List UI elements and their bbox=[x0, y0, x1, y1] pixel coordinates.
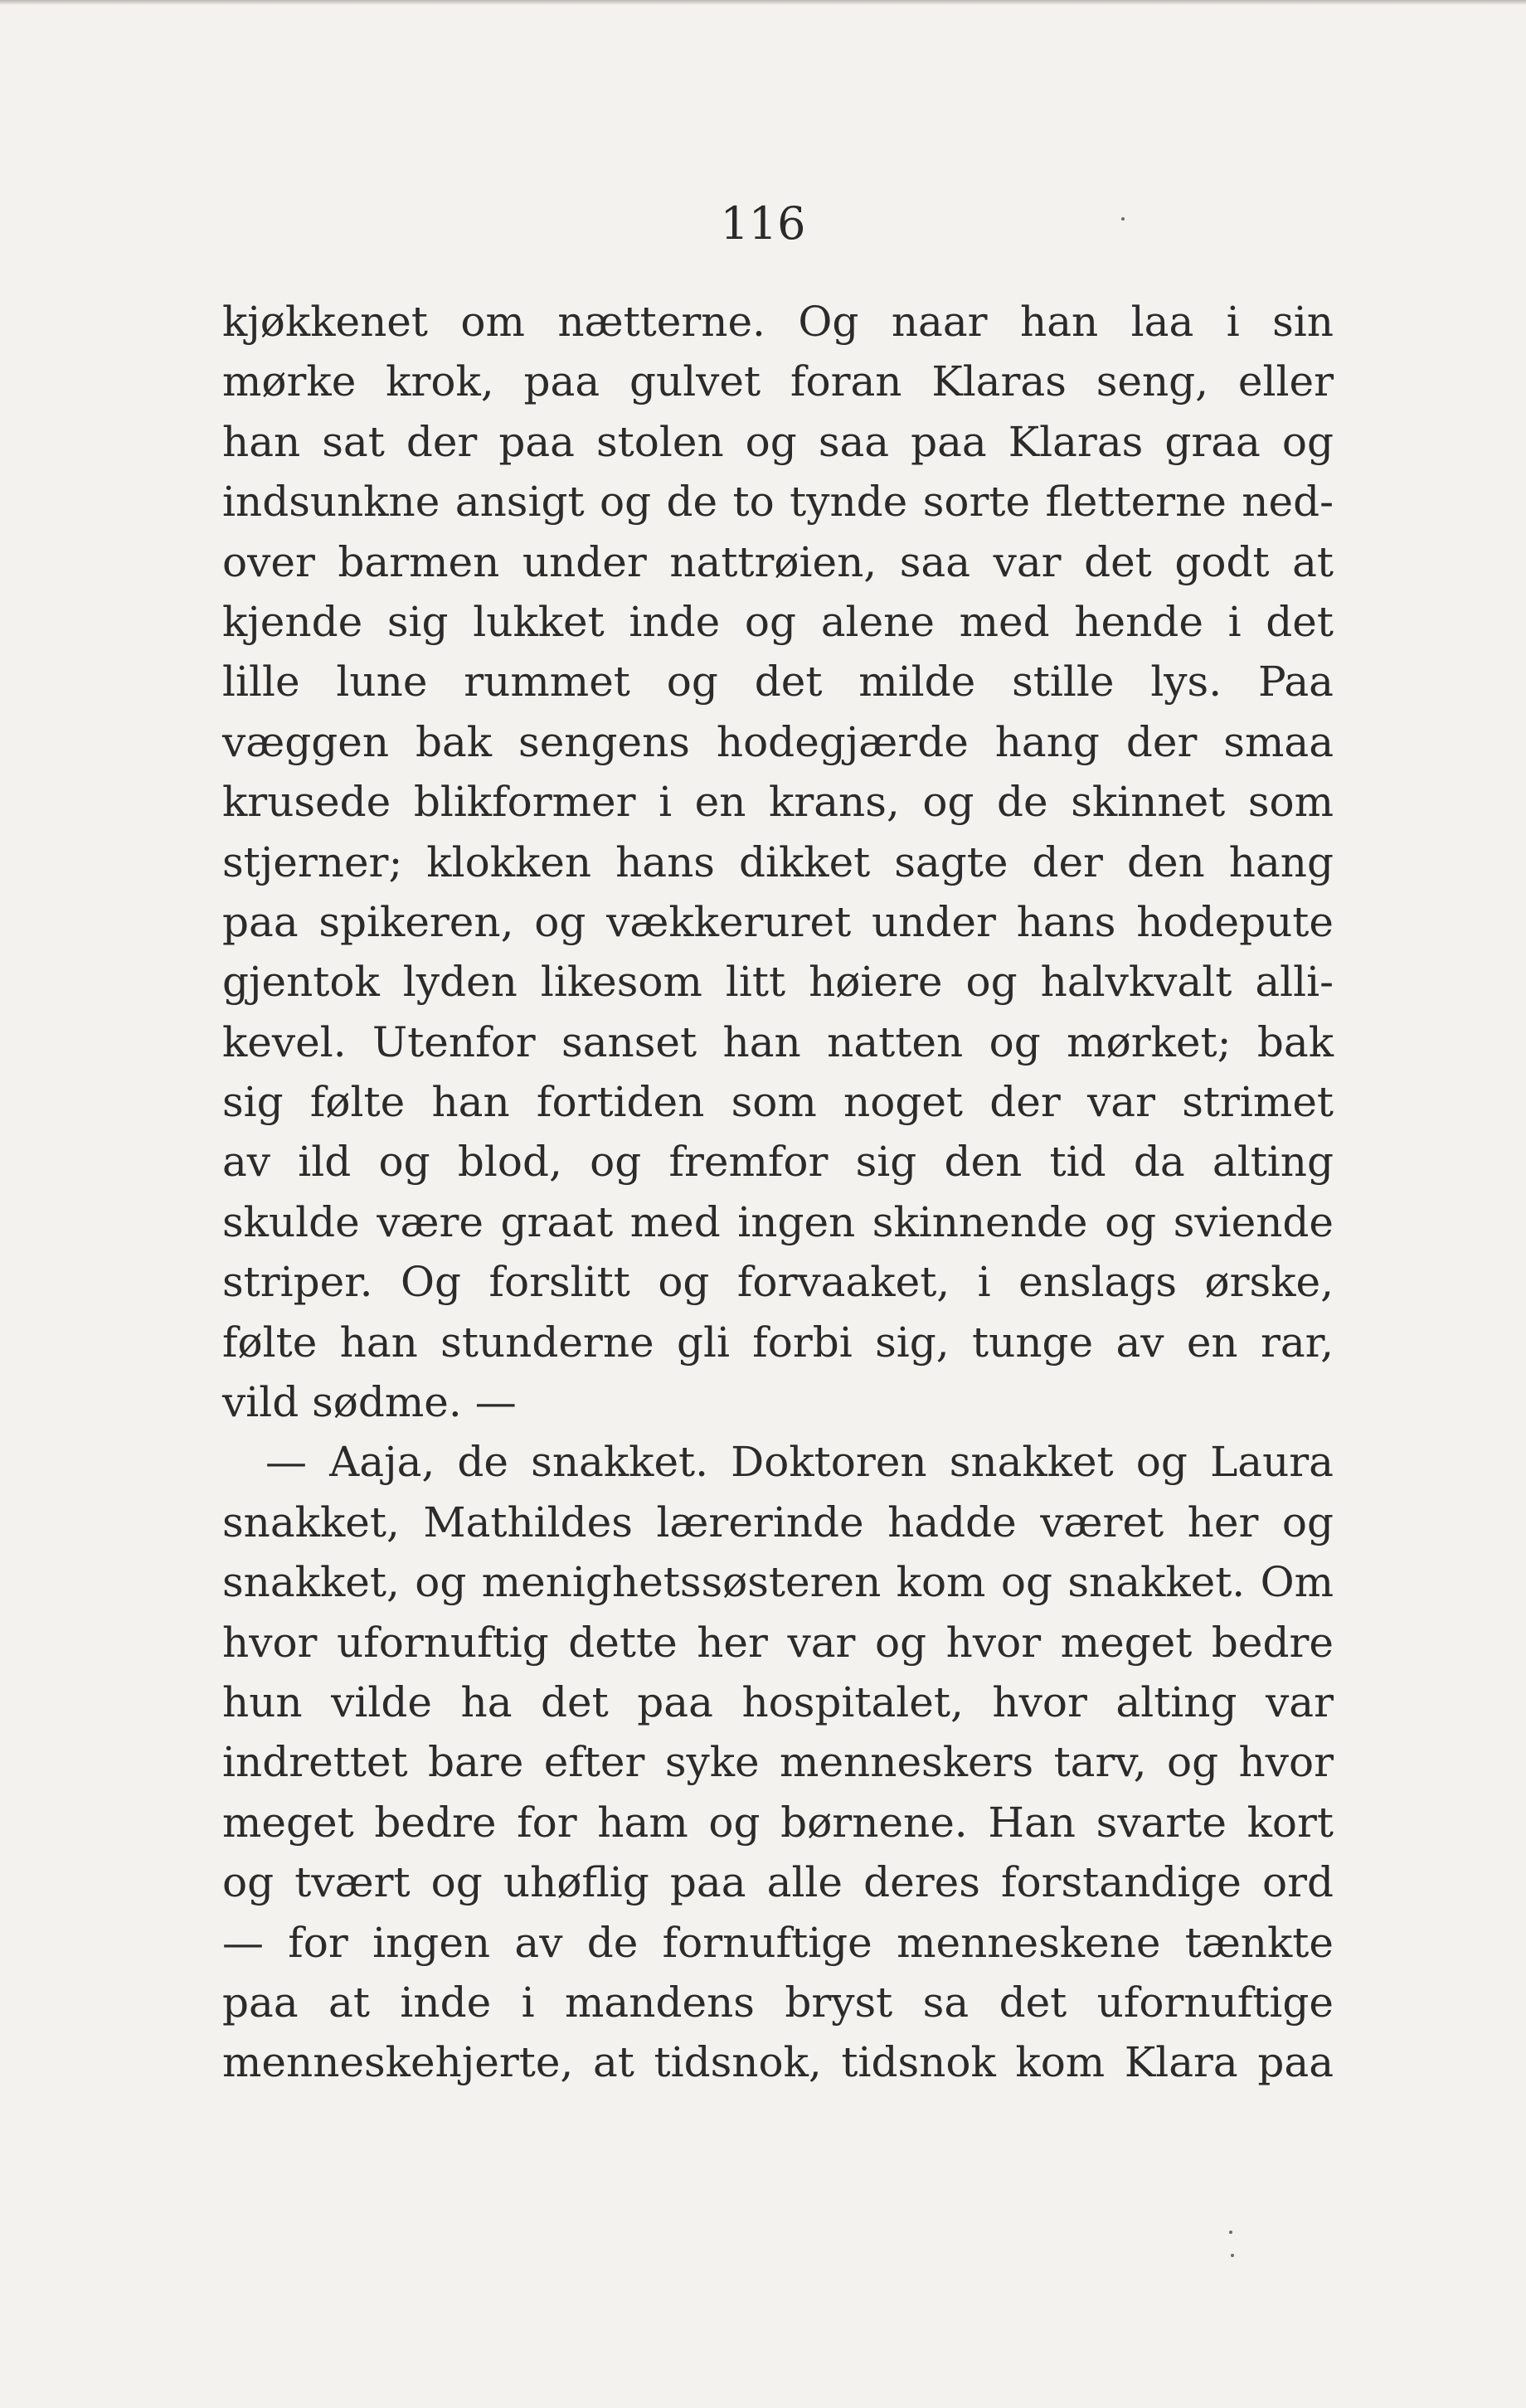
text-line: og tvært og uhøflig paa alle deres forstandige ord bbox=[222, 1858, 1334, 1907]
text-line: krusede blikformer i en krans, og de skinnet som bbox=[222, 778, 1334, 827]
text-line: kevel. Utenfor sanset han natten og mørket; bak bbox=[222, 1017, 1334, 1066]
text-line: væggen bak sengens hodegjærde hang der smaa bbox=[222, 717, 1334, 766]
text-line: hvor ufornuftig dette her var og hvor meget bedre bbox=[222, 1618, 1334, 1667]
text-line: følte han stunderne gli forbi sig, tunge av en rar, bbox=[222, 1318, 1334, 1367]
text-line: han sat der paa stolen og saa paa Klaras graa og bbox=[222, 417, 1334, 466]
text-line: snakket, Mathildes lærerinde hadde været her og bbox=[222, 1498, 1334, 1546]
text-line: mørke krok, paa gulvet foran Klaras seng, eller bbox=[222, 357, 1334, 406]
text-line: skulde være graat med ingen skinnende og sviende bbox=[222, 1197, 1334, 1246]
text-line: kjøkkenet om nætterne. Og naar han laa i sin bbox=[222, 298, 1334, 346]
text-line: menneskehjerte, at tidsnok, tidsnok kom Klara paa bbox=[222, 2038, 1334, 2087]
paper-speck bbox=[1229, 2231, 1232, 2234]
text-line: av ild og blod, og fremfor sig den tid da alting bbox=[222, 1138, 1334, 1187]
body-text bbox=[222, 292, 1334, 2093]
text-line: indrettet bare efter syke menneskers tarv, og hvor bbox=[222, 1738, 1334, 1787]
text-line: snakket, og menighetssøsteren kom og snakket. Om bbox=[222, 1558, 1334, 1607]
text-line: indsunkne ansigt og de to tynde sorte fletterne ned- bbox=[222, 478, 1334, 527]
text-line: kjende sig lukket inde og alene med hende i det bbox=[222, 597, 1334, 646]
text-line: paa spikeren, og vækkeruret under hans hodepute bbox=[222, 897, 1334, 946]
text-line-paragraph-start: — Aaja, de snakket. Doktoren snakket og Laura bbox=[265, 1438, 1334, 1487]
paper-speck bbox=[1121, 217, 1125, 221]
text-line: striper. Og forslitt og forvaaket, i enslags ørske, bbox=[222, 1258, 1334, 1307]
text-line: stjerner; klokken hans dikket sagte der den hang bbox=[222, 837, 1334, 886]
text-line: lille lune rummet og det milde stille lys. Paa bbox=[222, 658, 1334, 706]
text-line: — for ingen av de fornuftige menneskene tænkte bbox=[222, 1918, 1334, 1967]
text-line: sig følte han fortiden som noget der var strimet bbox=[222, 1078, 1334, 1127]
text-line-paragraph-end: vild sødme. — bbox=[222, 1378, 517, 1427]
paper-speck bbox=[1231, 2254, 1234, 2257]
text-line: meget bedre for ham og børnene. Han svarte kort bbox=[222, 1798, 1334, 1847]
text-line: gjentok lyden likesom litt høiere og halvkvalt alli- bbox=[222, 958, 1334, 1007]
text-line: paa at inde i mandens bryst sa det ufornuftige bbox=[222, 1978, 1334, 2027]
text-line: hun vilde ha det paa hospitalet, hvor alting var bbox=[222, 1677, 1334, 1726]
page-top-edge bbox=[0, 0, 1526, 5]
text-line: over barmen under nattrøien, saa var det godt at bbox=[222, 537, 1334, 586]
page-number: 116 bbox=[720, 197, 806, 250]
